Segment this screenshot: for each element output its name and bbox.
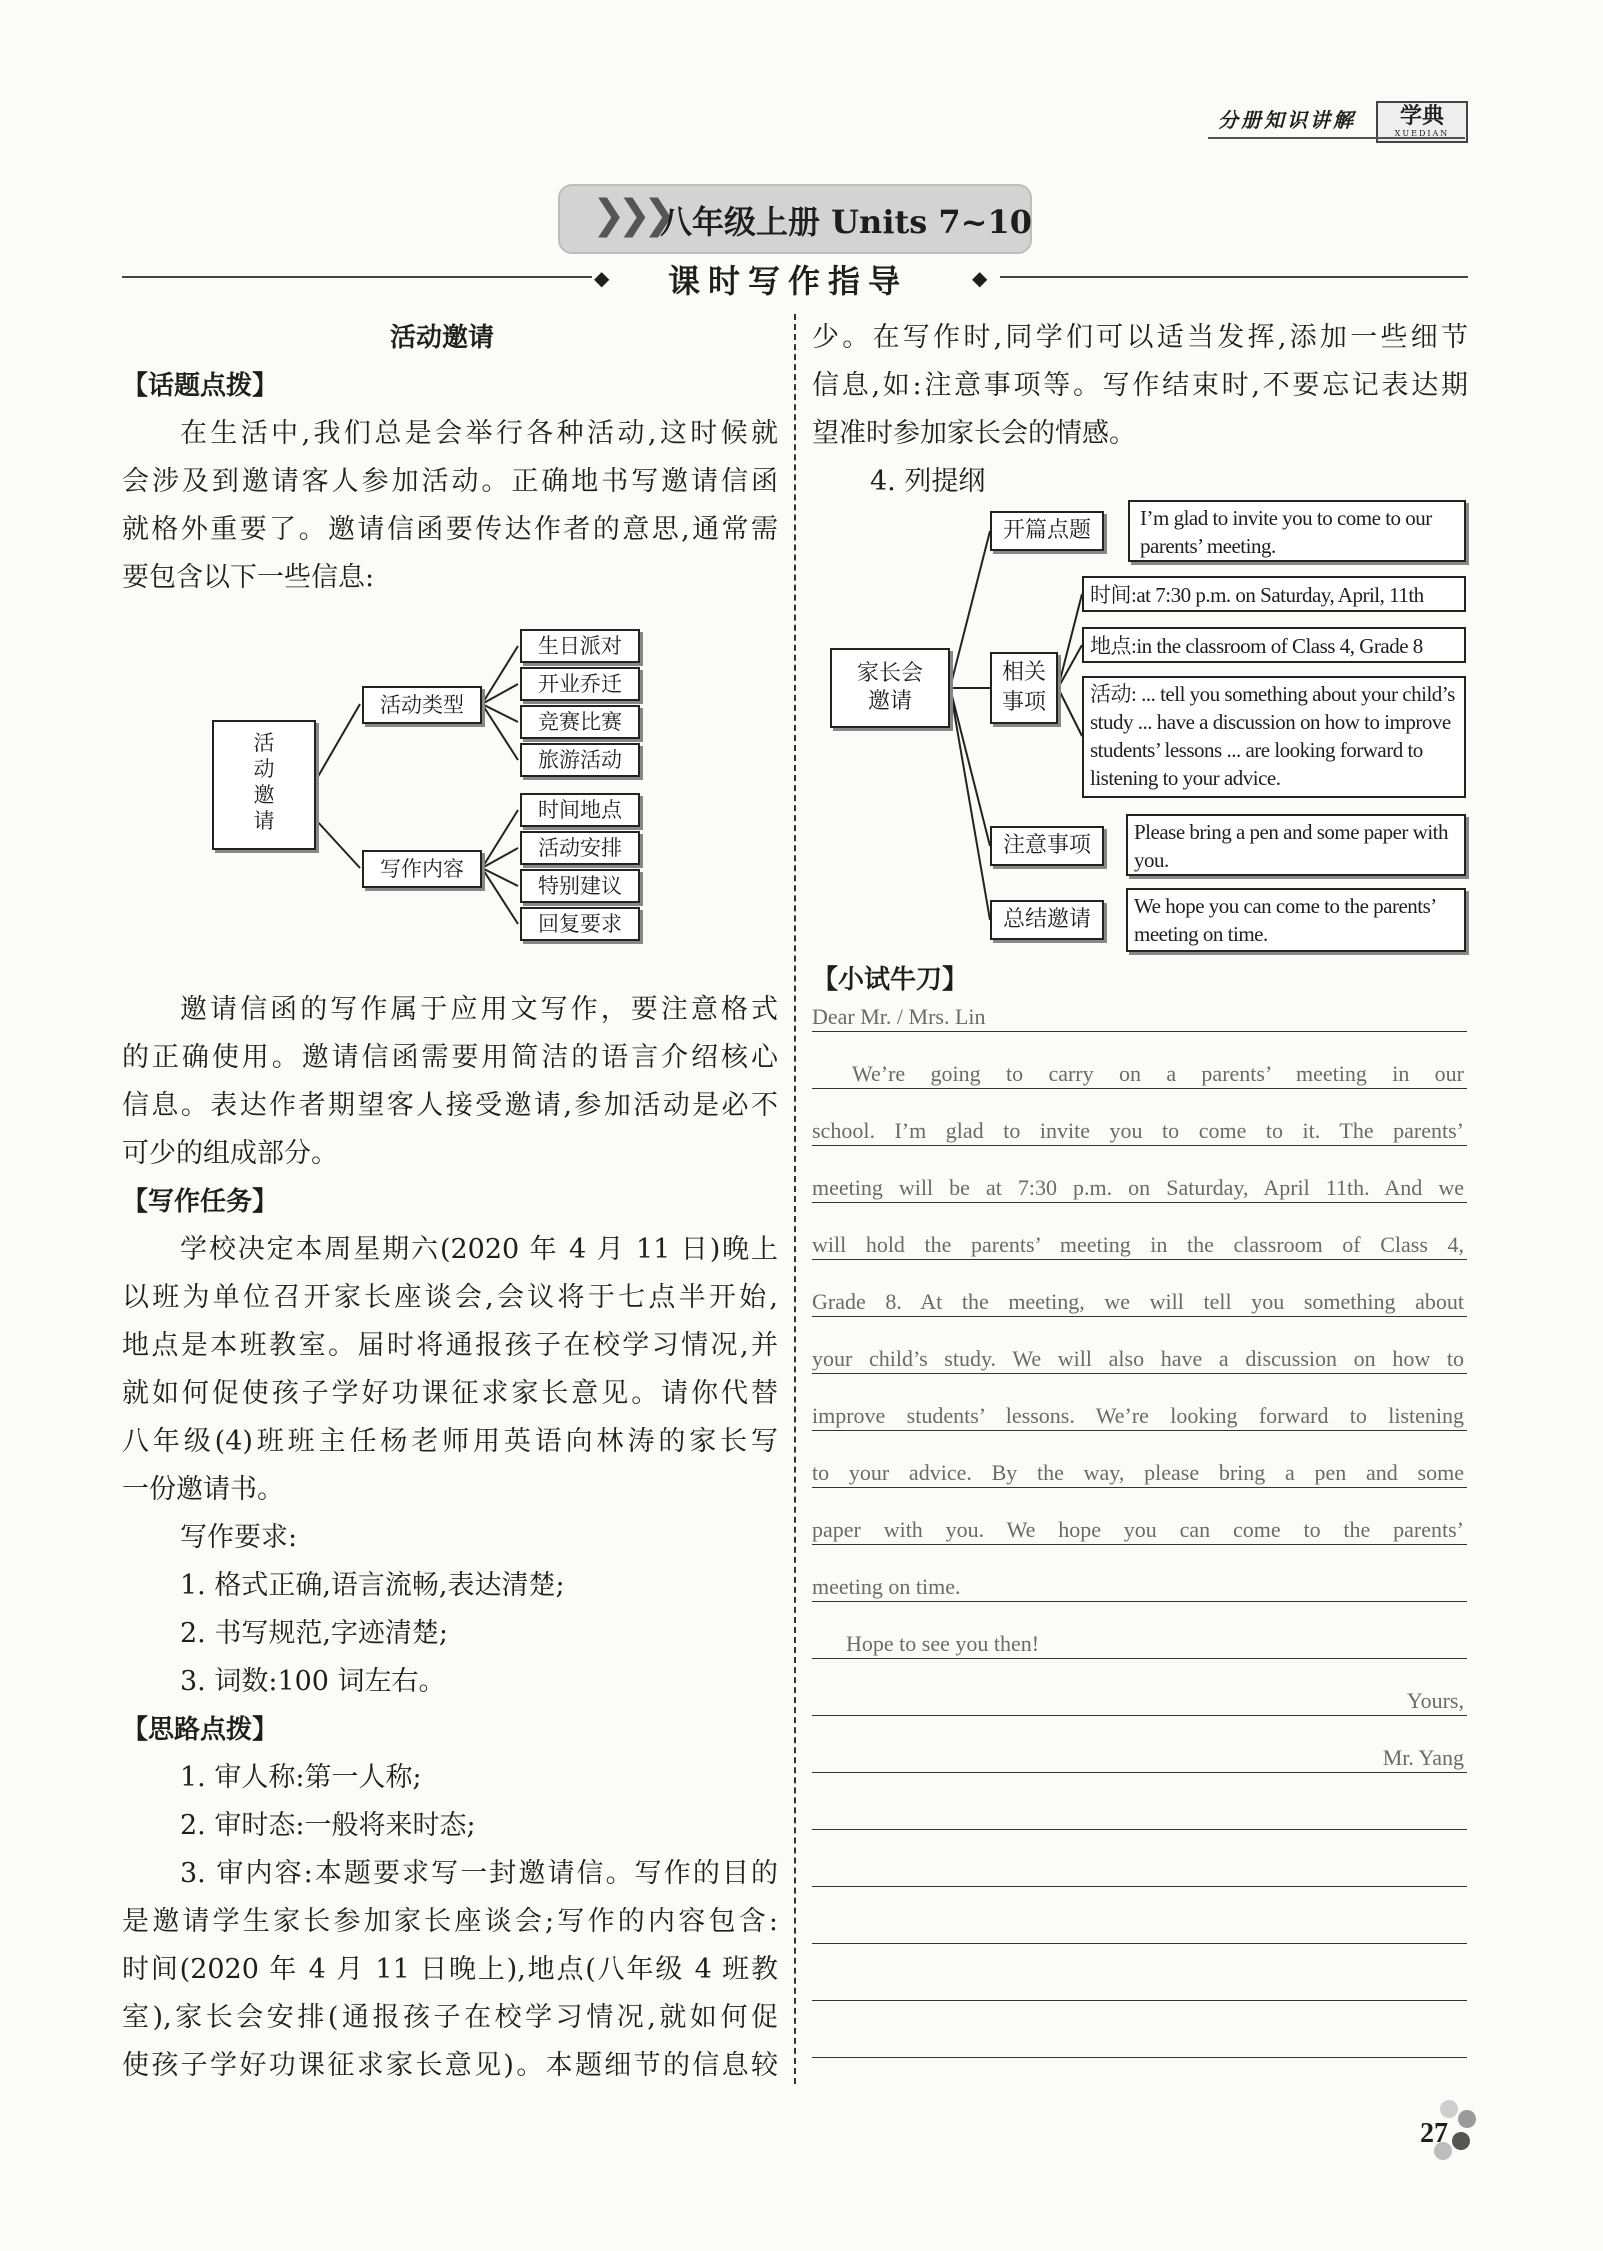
- paragraph-line: 在生活中,我们总是会举行各种活动,这时候就: [180, 418, 778, 449]
- outline-place: 地点:in the classroom of Class 4, Grade 8: [1082, 627, 1466, 663]
- heading-topic: 【话题点拨】: [122, 371, 279, 401]
- paragraph-line: 以班为单位召开家长座谈会,会议将于七点半开始,: [122, 1282, 778, 1313]
- diamond-icon: ◆: [972, 266, 988, 290]
- heading-try: 【小试牛刀】: [812, 965, 969, 995]
- essay-line: Dear Mr. / Mrs. Lin: [812, 1004, 986, 1029]
- outline-time: 时间:at 7:30 p.m. on Saturday, April, 11th: [1082, 576, 1466, 612]
- outline-label-notes: 注意事项: [990, 826, 1104, 866]
- hexagon-decoration-icon: [1452, 2132, 1470, 2150]
- writing-line: [812, 1145, 1467, 1146]
- paragraph-line: 地点是本班教室。届时将通报孩子在校学习情况,并: [122, 1330, 778, 1361]
- outline-summary-text: We hope you can come to the parents’ meeting on time.: [1126, 888, 1466, 952]
- leaf-item: 旅游活动: [520, 743, 640, 777]
- header-series: 分册知识讲解: [1218, 108, 1356, 132]
- outline-label-summary: 总结邀请: [990, 900, 1104, 940]
- paragraph-line: 就格外重要了。邀请信函要传达作者的意思,通常需: [122, 514, 778, 545]
- writing-line: [812, 1202, 1467, 1203]
- paragraph-line: 少。在写作时,同学们可以适当发挥,添加一些细节: [812, 322, 1468, 353]
- paragraph-line: 可少的组成部分。: [122, 1138, 338, 1169]
- paragraph-line: 信息。表达作者期望客人接受邀请,参加活动是必不: [122, 1090, 778, 1121]
- writing-line: [812, 1487, 1467, 1488]
- leaf-item: 开业乔迁: [520, 667, 640, 701]
- writing-line: [812, 1601, 1467, 1602]
- heading-idea: 【思路点拨】: [122, 1715, 279, 1745]
- paragraph-line: 会涉及到邀请客人参加活动。正确地书写邀请信函: [122, 466, 778, 497]
- page-number: 27: [1420, 2118, 1448, 2149]
- paragraph-line: 时间(2020 年 4 月 11 日晚上),地点(八年级 4 班教: [122, 1954, 778, 1985]
- writing-line: [812, 1943, 1467, 1944]
- idea-item: 2. 审时态:一般将来时态;: [180, 1810, 476, 1841]
- mindmap-root-label: 活动邀请: [253, 731, 275, 833]
- writing-line: [812, 1031, 1467, 1032]
- essay-line: will hold the parents’ meeting in the classroom of Class 4,: [812, 1232, 1464, 1257]
- outline-root: 家长会邀请: [830, 648, 950, 728]
- paragraph-line: 室),家长会安排(通报孩子在校学习情况,就如何促: [122, 2002, 778, 2033]
- writing-line: [812, 2057, 1467, 2058]
- writing-line: [812, 1430, 1467, 1431]
- paragraph-line: 一份邀请书。: [122, 1474, 284, 1505]
- branch-activity-type: 活动类型: [362, 686, 482, 724]
- writing-line: [812, 1772, 1467, 1773]
- leaf-item: 竞赛比赛: [520, 705, 640, 739]
- leaf-item: 活动安排: [520, 831, 640, 865]
- paragraph-line: 望准时参加家长会的情感。: [812, 418, 1136, 449]
- leaf-item: 时间地点: [520, 793, 640, 827]
- essay-line: Hope to see you then!: [846, 1631, 1040, 1656]
- chevron-right-icon: ❯❯❯: [592, 192, 669, 238]
- essay-line: paper with you. We hope you can come to the parents’: [812, 1517, 1464, 1542]
- essay-line: to your advice. By the way, please bring a pen and some: [812, 1460, 1464, 1485]
- brand-name: 学典: [1399, 103, 1444, 129]
- essay-line: We’re going to carry on a parents’ meeting in our: [852, 1061, 1464, 1086]
- requirement-item: 3. 词数:100 词左右。: [180, 1666, 446, 1697]
- paragraph-line: 使孩子学好功课征求家长意见)。本题细节的信息较: [122, 2050, 778, 2081]
- branch-writing-content: 写作内容: [362, 850, 482, 888]
- writing-line: [812, 1829, 1467, 1830]
- essay-line: meeting will be at 7:30 p.m. on Saturday, April 11th. And we: [812, 1175, 1464, 1200]
- unit-title: 八年级上册 Units 7~10: [660, 203, 1033, 241]
- outline-label-opening: 开篇点题: [990, 511, 1104, 551]
- hexagon-decoration-icon: [1458, 2110, 1476, 2128]
- paragraph-line: 八年级(4)班班主任杨老师用英语向林涛的家长写: [122, 1426, 778, 1457]
- paragraph-line: 要包含以下一些信息:: [122, 562, 375, 593]
- outline-notes-text: Please bring a pen and some paper with you.: [1126, 814, 1466, 876]
- writing-line: [812, 1544, 1467, 1545]
- idea-item: 1. 审人称:第一人称;: [180, 1762, 422, 1793]
- section-title: 课时写作指导: [668, 262, 909, 300]
- requirement-item: 1. 格式正确,语言流畅,表达清楚;: [180, 1570, 565, 1601]
- essay-signature: Mr. Yang: [1382, 1745, 1464, 1770]
- paragraph-line: 信息,如:注意事项等。写作结束时,不要忘记表达期: [812, 370, 1468, 401]
- essay-line: meeting on time.: [812, 1574, 961, 1599]
- paragraph-line: 就如何促使孩子学好功课征求家长意见。请你代替: [122, 1378, 778, 1409]
- essay-line: Grade 8. At the meeting, we will tell you something about: [812, 1289, 1464, 1314]
- writing-line: [812, 2000, 1467, 2001]
- paragraph-line: 学校决定本周星期六(2020 年 4 月 11 日)晚上: [180, 1234, 778, 1265]
- heading-task: 【写作任务】: [122, 1187, 279, 1217]
- paragraph-line: 3. 审内容:本题要求写一封邀请信。写作的目的: [180, 1858, 778, 1889]
- outline-opening-text: I’m glad to invite you to come to our parents’ meeting.: [1128, 500, 1466, 562]
- writing-line: [812, 1088, 1467, 1089]
- writing-line: [812, 1886, 1467, 1887]
- leaf-item: 特别建议: [520, 869, 640, 903]
- brand-pinyin: XUEDIAN: [1394, 129, 1450, 138]
- writing-line: [812, 1259, 1467, 1260]
- topic-title: 活动邀请: [390, 323, 495, 353]
- hexagon-decoration-icon: [1440, 2100, 1458, 2118]
- writing-line: [812, 1658, 1467, 1659]
- essay-line: improve students’ lessons. We’re looking forward to listening: [812, 1403, 1464, 1428]
- leaf-item: 回复要求: [520, 907, 640, 941]
- mindmap-root: [212, 720, 316, 850]
- essay-closing: Yours,: [1406, 1688, 1464, 1713]
- essay-line: your child’s study. We will also have a discussion on how to: [812, 1346, 1464, 1371]
- paragraph-line: 邀请信函的写作属于应用文写作，要注意格式: [180, 994, 778, 1025]
- writing-line: [812, 1715, 1467, 1716]
- essay-line: school. I’m glad to invite you to come to it. The parents’: [812, 1118, 1464, 1143]
- requirements-title: 写作要求:: [180, 1522, 298, 1553]
- paragraph-line: 是邀请学生家长参加家长座谈会;写作的内容包含:: [122, 1906, 778, 1937]
- requirement-item: 2. 书写规范,字迹清楚;: [180, 1618, 449, 1649]
- outline-label-related: 相关事项: [990, 652, 1058, 724]
- diamond-icon: ◆: [594, 266, 610, 290]
- writing-line: [812, 1373, 1467, 1374]
- leaf-item: 生日派对: [520, 629, 640, 663]
- paragraph-line: 的正确使用。邀请信函需要用简洁的语言介绍核心: [122, 1042, 778, 1073]
- outline-activity: 活动: ... tell you something about your child’s study ... have a discussion on how to improve students’ lessons ... are looking forward to listening to your advice.: [1082, 676, 1466, 798]
- writing-line: [812, 1316, 1467, 1317]
- outline-title: 4. 列提纲: [870, 466, 986, 497]
